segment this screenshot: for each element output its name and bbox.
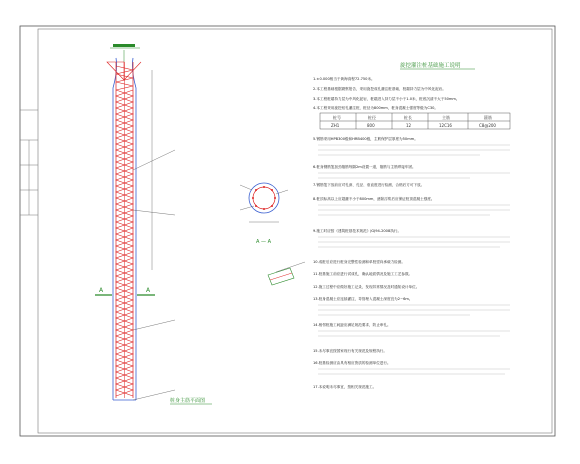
note-line: 3.本工程桩端持力层为中风化泥岩，桩端进入持力层不小于1.0米，桩底沉渣不大于50mm。 <box>313 97 460 101</box>
section-mark-right: A <box>146 287 151 294</box>
pile-cap-detail <box>268 262 305 285</box>
note-line: 1.±0.000相当于黄海高程72.750米。 <box>313 77 375 81</box>
note-line: 11.桩基施工前应进行试成孔，确认地质情况及施工工艺参数。 <box>313 272 413 276</box>
table-cell: ZH1 <box>331 123 340 128</box>
section-a-a-drawing <box>240 183 288 222</box>
sheet-outer-border <box>20 26 555 436</box>
table-cell: 800 <box>367 123 375 128</box>
table-header-cell: 桩径 <box>368 115 376 120</box>
table-cell: C8@200 <box>479 123 496 128</box>
note-line: 8.桩顶标高以上应超灌不小于800mm，凿除浮浆后应保证桩顶混凝土强度。 <box>313 197 435 201</box>
note-line: 15.未尽事宜按国家现行有关规范及规程执行。 <box>313 349 387 353</box>
note-line: 7.钢筋笼下放前应对孔深、孔径、垂直度进行检测，合格后方可下放。 <box>313 183 425 187</box>
notes-title: 旋挖灌注桩基础施工说明 <box>400 63 461 69</box>
pile-elevation-drawing <box>95 44 175 400</box>
note-line: 5.钢筋采用HPB300级和HRB400级，主筋保护层厚度为50mm。 <box>313 137 418 141</box>
table-header-cell: 桩长 <box>404 115 412 120</box>
note-line: 10.成桩后应进行桩身完整性检测和单桩竖向承载力检测。 <box>313 260 405 264</box>
pile-caption: 桩身主筋平面图 <box>170 398 206 404</box>
note-line: 13.桩身混凝土应连续灌注，导管埋入混凝土深度宜为2~6m。 <box>313 297 413 301</box>
note-line: 4.本工程采用旋挖钻孔灌注桩，桩径为800mm，桩身混凝土强度等级为C30。 <box>313 106 438 110</box>
section-caption: A — A <box>256 239 272 245</box>
section-mark-left: A <box>99 287 104 294</box>
note-line: 6.桩身钢筋笼加劲箍筋每隔2m设置一道，箍筋与主筋焊接牢固。 <box>313 165 416 169</box>
table-header-cell: 主筋 <box>442 115 450 120</box>
table-cell: 12C16 <box>439 123 452 128</box>
note-line: 9.施工时应按《建筑桩基技术规范》JGJ94-2008执行。 <box>313 229 402 233</box>
table-cell: 12 <box>406 123 412 128</box>
table-header-cell: 桩号 <box>333 115 341 120</box>
note-line: 12.施工过程中应做好施工记录，发现异常情况及时通知设计单位。 <box>313 285 420 289</box>
note-line: 17.本说明未尽事宜，按相关规范施工。 <box>313 385 377 389</box>
note-line: 16.桩基检测应由具有相应资质的检测单位进行。 <box>313 361 391 365</box>
note-line: 14.相邻桩施工间距应满足规范要求，防止串孔。 <box>313 323 391 327</box>
table-header-cell: 箍筋 <box>484 115 492 120</box>
sheet-inner-border <box>38 29 552 433</box>
note-line: 2.本工程基础根据勘察报告，采用旋挖成孔灌注桩基础，桩端持力层为中风化泥岩。 <box>313 87 446 91</box>
title-strip <box>20 110 38 215</box>
